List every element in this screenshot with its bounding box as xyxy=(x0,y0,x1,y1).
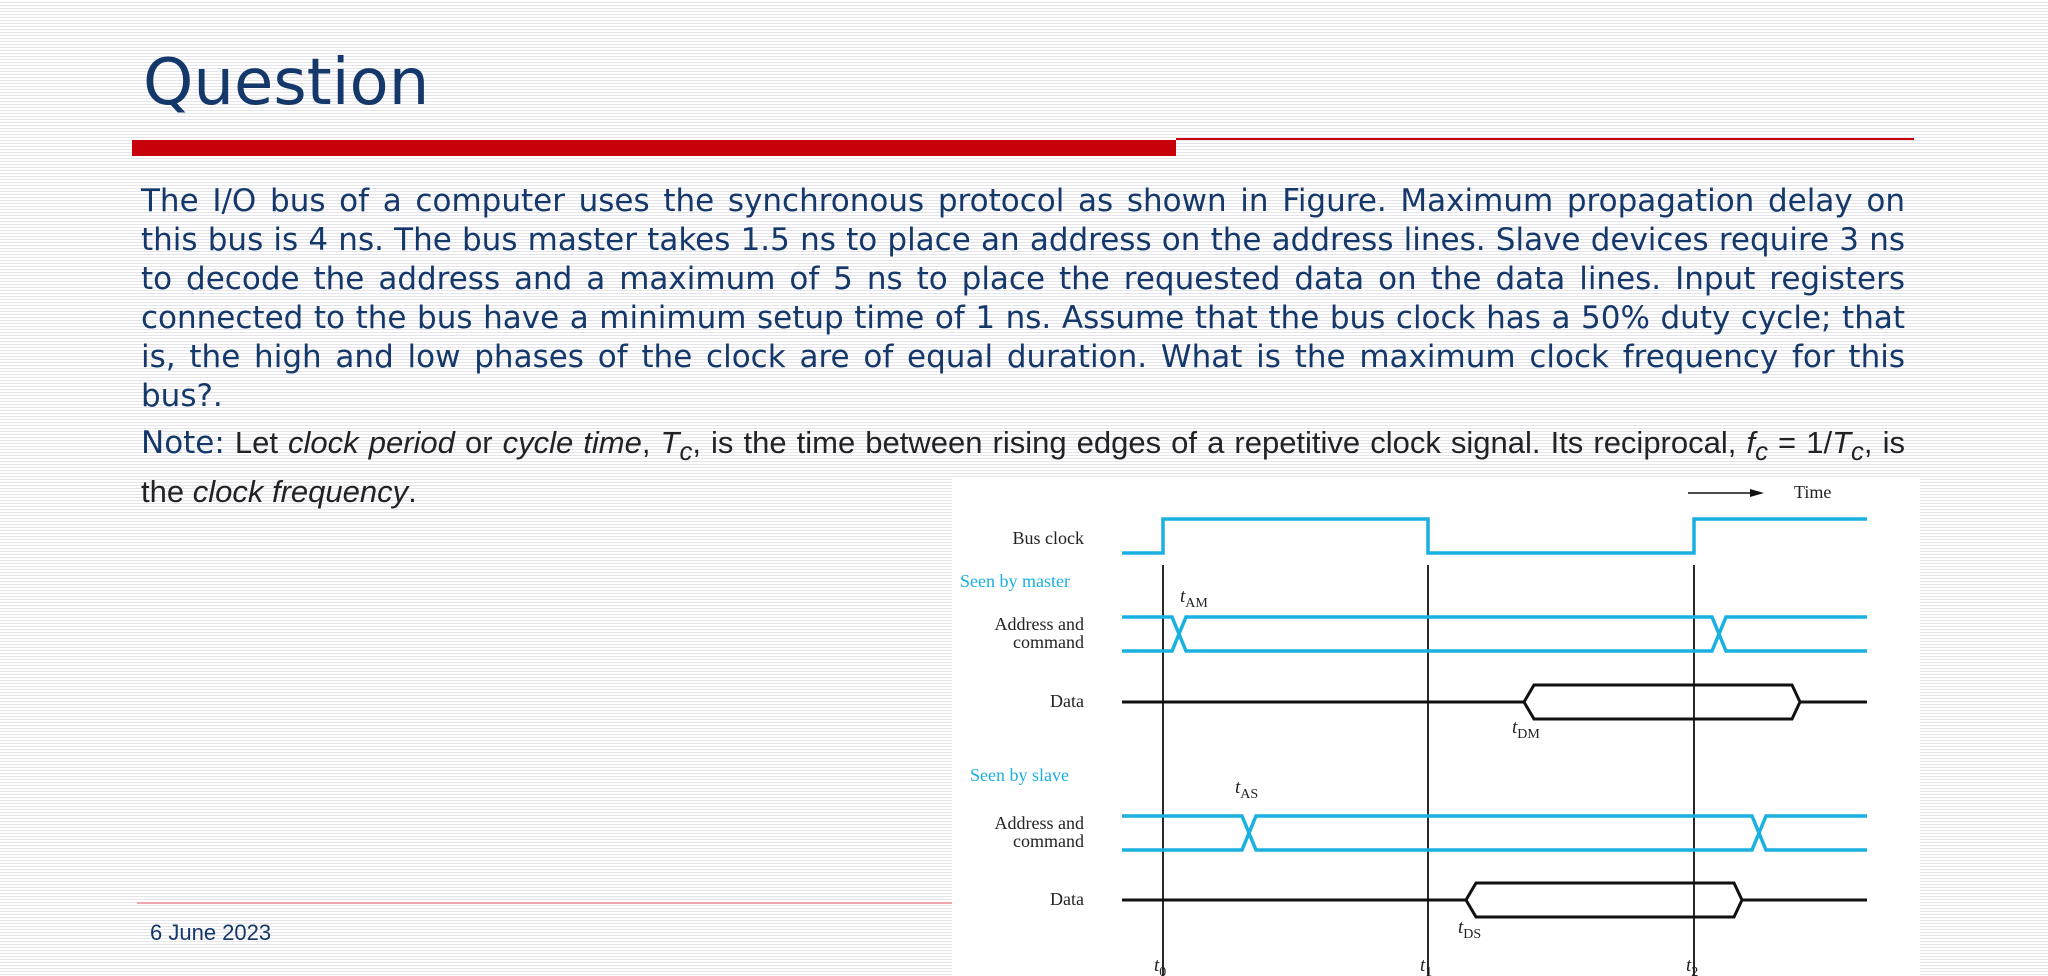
note-clock-frequency: clock frequency xyxy=(192,474,409,510)
master-data-label: Data xyxy=(1050,691,1084,711)
slave-address-label-2: command xyxy=(1013,831,1084,851)
note-tc2-sub: c xyxy=(1851,438,1864,467)
t0-main: t xyxy=(1154,955,1160,976)
t-am-main: t xyxy=(1180,586,1186,607)
note-period: . xyxy=(408,474,417,510)
t-ds-label xyxy=(1458,917,1481,942)
master-address-label-2: command xyxy=(1013,632,1084,652)
note-mid-text: , is the time between rising edges of a repetitive clock signal. Its reciprocal, xyxy=(692,425,1747,460)
t-dm-sub: DM xyxy=(1517,727,1540,742)
t-as-main: t xyxy=(1235,777,1241,798)
t-as-sub: AS xyxy=(1240,787,1259,802)
t-dm-label xyxy=(1512,717,1540,742)
note-clock-period: clock period xyxy=(288,425,455,460)
t-am-sub: AM xyxy=(1185,596,1208,611)
timing-diagram xyxy=(952,477,1920,976)
note-label: Note: xyxy=(141,425,225,461)
t2-main: t xyxy=(1686,955,1692,976)
master-address-waveform-b xyxy=(1122,617,1867,651)
footer-divider xyxy=(137,902,952,904)
t-dm-main: t xyxy=(1512,717,1518,738)
note-comma: , xyxy=(641,425,661,460)
t0-sub: 0 xyxy=(1159,965,1167,976)
slide-title: Question xyxy=(143,46,430,120)
note-tc2: T xyxy=(1832,425,1851,460)
t-ds-sub: DS xyxy=(1463,927,1482,942)
t-as-label xyxy=(1235,777,1258,802)
time-arrow-head xyxy=(1750,489,1764,497)
note-is-the: , is the xyxy=(141,425,1905,510)
t1-sub: 1 xyxy=(1425,965,1433,976)
t2-sub: 2 xyxy=(1691,965,1699,976)
t2-label xyxy=(1686,955,1698,976)
seen-by-slave-label: Seen by slave xyxy=(970,765,1069,785)
slave-data-valid-window xyxy=(1466,883,1742,917)
note-fc: f xyxy=(1746,425,1756,460)
master-data-valid-window xyxy=(1524,685,1800,719)
t1-main: t xyxy=(1420,955,1426,976)
note-let: Let xyxy=(224,425,289,460)
note-fc-sub: c xyxy=(1755,438,1768,467)
t1-label xyxy=(1420,955,1432,976)
note-eq-text: = 1/ xyxy=(1767,425,1833,460)
slide-date: 6 June 2023 xyxy=(150,920,272,945)
bus-clock-label: Bus clock xyxy=(1012,528,1084,548)
title-underline-thin xyxy=(1176,138,1914,140)
note-tc: T xyxy=(660,425,680,460)
slave-data-label: Data xyxy=(1050,889,1084,909)
time-label: Time xyxy=(1794,482,1832,502)
seen-by-master-label: Seen by master xyxy=(960,571,1070,591)
t-am-label xyxy=(1180,586,1208,611)
note-tc-sub: c xyxy=(679,438,693,467)
question-text: The I/O bus of a computer uses the synchronous protocol as shown in Figure. Maximum propagation delay on this bus is 4 ns. The bus master takes 1.5 ns to place an address on the address lines. Slave devices require 3 ns to decode the address and a maximum of 5 ns to place the requested data on the data lines. Input registers connected to the bus have a minimum setup time of 1 ns. Assume that the bus clock has a 50% duty cycle; that is, the high and low phases of the clock are of equal duration. What is the maximum clock frequency for this bus?. xyxy=(141,183,1905,414)
title-underline-thick xyxy=(132,140,1176,156)
t0-label xyxy=(1154,955,1166,976)
master-address-waveform-a xyxy=(1122,617,1867,651)
note-cycle-time: cycle time xyxy=(502,425,642,460)
note-or: or xyxy=(454,425,503,460)
timing-diagram-svg xyxy=(952,477,1920,976)
t-ds-main: t xyxy=(1458,917,1464,938)
slave-address-label-1: Address and xyxy=(994,813,1084,833)
bus-clock-waveform xyxy=(1122,519,1867,553)
master-address-label-1: Address and xyxy=(994,614,1084,634)
